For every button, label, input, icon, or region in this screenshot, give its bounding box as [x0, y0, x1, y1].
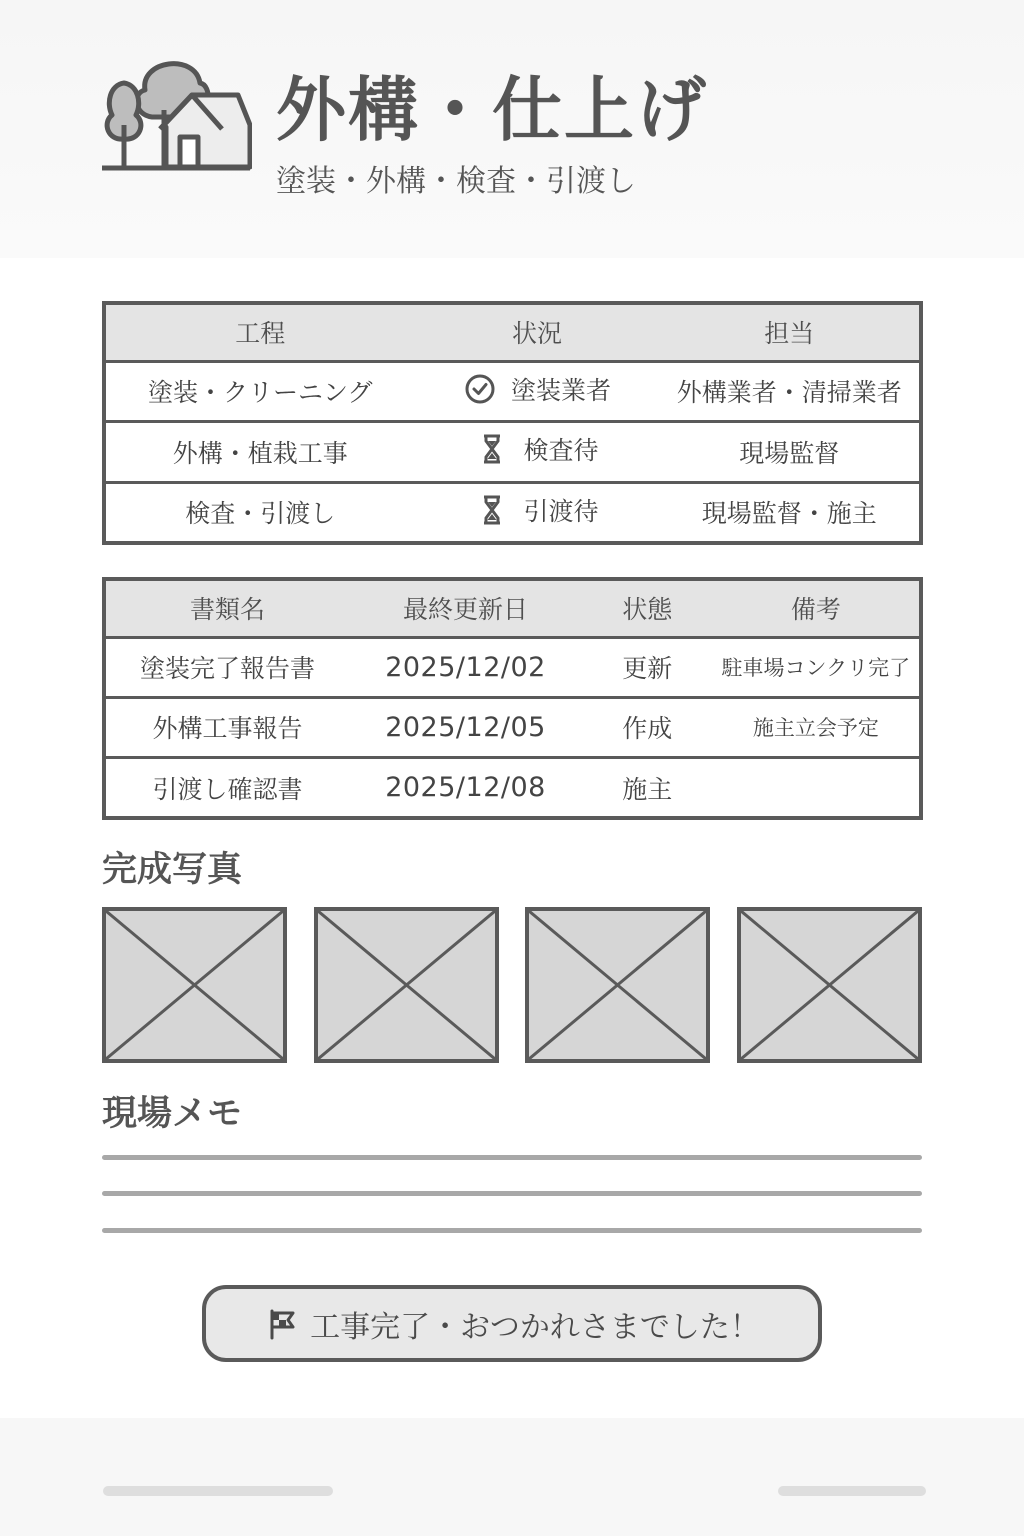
process-cell: 塗装・クリーニング	[104, 361, 414, 422]
document-name-cell[interactable]: 塗装完了報告書	[104, 637, 349, 697]
owner-cell: 外構業者・清掃業者	[660, 361, 921, 422]
hourglass-icon	[475, 432, 509, 466]
column-header-note: 備考	[713, 579, 921, 637]
table-header-row	[104, 303, 921, 361]
photo-slot-1[interactable]	[102, 907, 287, 1063]
note-cell: 施主立会予定	[713, 697, 921, 757]
owner-cell: 現場監督・施主	[660, 482, 921, 543]
document-name-cell[interactable]: 引渡し確認書	[104, 758, 349, 818]
owner-cell: 現場監督	[660, 422, 921, 483]
process-cell: 外構・植栽工事	[104, 422, 414, 483]
image-placeholder-icon	[106, 911, 283, 1059]
status-cell	[414, 482, 659, 543]
memo-line[interactable]	[102, 1228, 922, 1233]
footer-band	[0, 1418, 1024, 1536]
process-table	[102, 301, 923, 545]
updated-date-cell: 2025/12/02	[349, 637, 582, 697]
image-placeholder-icon	[741, 911, 918, 1059]
work-complete-button[interactable]	[202, 1285, 822, 1362]
table-row[interactable]	[104, 637, 921, 697]
column-header-updated: 最終更新日	[349, 579, 582, 637]
hourglass-icon	[475, 493, 509, 527]
table-row[interactable]	[104, 482, 921, 543]
state-cell: 作成	[582, 697, 713, 757]
flag-icon	[264, 1306, 300, 1342]
memo-line[interactable]	[102, 1155, 922, 1160]
photo-slot-3[interactable]	[525, 907, 710, 1063]
photos-section-title: 完成写真	[102, 850, 243, 890]
page-subtitle: 塗装・外構・検査・引渡し	[276, 164, 636, 199]
process-cell: 検査・引渡し	[104, 482, 414, 543]
state-cell: 更新	[582, 637, 713, 697]
work-complete-label: 工事完了・おつかれさまでした！	[310, 1309, 760, 1345]
table-row[interactable]	[104, 758, 921, 818]
status-cell	[414, 361, 659, 422]
image-placeholder-icon	[529, 911, 706, 1059]
state-cell: 施主	[582, 758, 713, 818]
footer-bar-left	[103, 1486, 333, 1496]
house-with-trees-icon	[100, 55, 252, 173]
note-cell: 駐車場コンクリ完了	[713, 637, 921, 697]
status-label: 塗装業者	[510, 375, 611, 405]
image-placeholder-icon	[318, 911, 495, 1059]
memo-line[interactable]	[102, 1191, 922, 1196]
footer-bar-right	[778, 1486, 926, 1496]
status-label: 引渡待	[523, 496, 599, 526]
memo-section-title: 現場メモ	[102, 1094, 243, 1134]
table-row[interactable]	[104, 361, 921, 422]
table-header-row	[104, 579, 921, 637]
photo-slot-2[interactable]	[314, 907, 499, 1063]
status-label: 検査待	[523, 436, 599, 466]
column-header-state: 状態	[582, 579, 713, 637]
updated-date-cell: 2025/12/05	[349, 697, 582, 757]
column-header-process: 工程	[104, 303, 414, 361]
report-table	[102, 577, 923, 820]
updated-date-cell: 2025/12/08	[349, 758, 582, 818]
note-cell	[713, 758, 921, 818]
document-name-cell[interactable]: 外構工事報告	[104, 697, 349, 757]
table-row[interactable]	[104, 697, 921, 757]
page-title: 外構・仕上げ	[276, 69, 708, 151]
table-row[interactable]	[104, 422, 921, 483]
column-header-status: 状況	[414, 303, 659, 361]
photo-slot-4[interactable]	[737, 907, 922, 1063]
column-header-owner: 担当	[660, 303, 921, 361]
check-circle-icon	[463, 372, 497, 406]
status-cell	[414, 422, 659, 483]
column-header-document: 書類名	[104, 579, 349, 637]
